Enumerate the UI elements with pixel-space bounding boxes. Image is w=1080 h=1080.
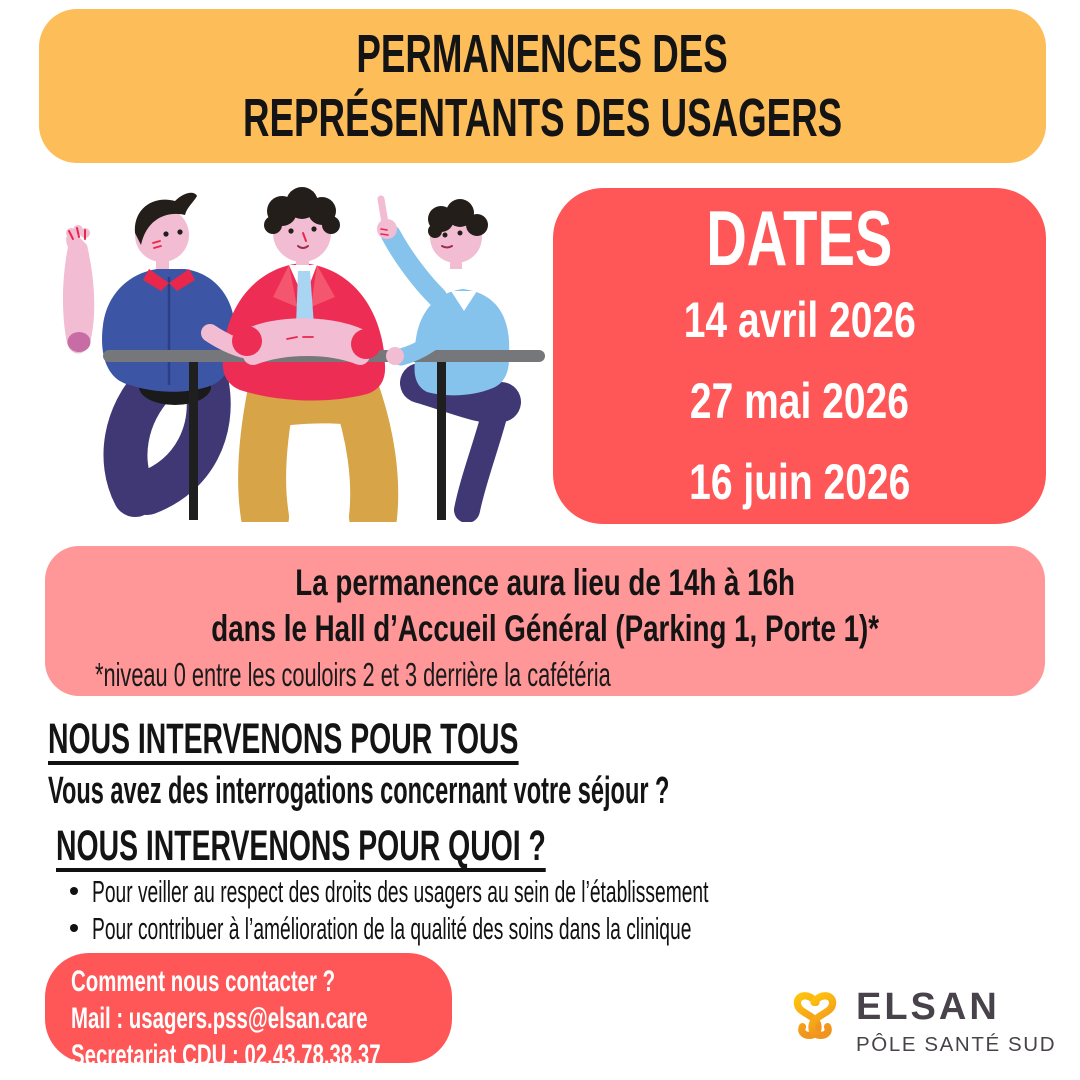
dates-title: DATES bbox=[706, 194, 893, 282]
page-title-line1: PERMANENCES DES bbox=[356, 24, 729, 84]
meeting-illustration bbox=[35, 185, 545, 522]
bullet-item bbox=[70, 874, 1080, 911]
dates-panel bbox=[553, 188, 1046, 524]
schedule-footnote: *niveau 0 entre les couloirs 2 et 3 derrière la cafétéria bbox=[95, 656, 611, 693]
bullet-icon bbox=[70, 887, 78, 895]
date-item: 16 juin 2026 bbox=[688, 454, 911, 510]
bullet-item bbox=[70, 911, 1080, 948]
contact-title: Comment nous contacter ? bbox=[71, 965, 336, 998]
title-banner bbox=[39, 9, 1046, 163]
section-heading-pour-tous: NOUS INTERVENONS POUR TOUS bbox=[48, 715, 519, 763]
section-question: Vous avez des interrogations concernant votre séjour ? bbox=[48, 770, 670, 812]
contact-mail: Mail : usagers.pss@elsan.care bbox=[71, 1002, 368, 1035]
bullet-icon bbox=[70, 924, 78, 932]
brand-name: ELSAN bbox=[856, 986, 1000, 1028]
elsan-logo bbox=[786, 984, 1066, 1070]
page-title-line2: REPRÉSENTANTS DES USAGERS bbox=[242, 88, 843, 148]
contact-phone: Secretariat CDU : 02.43.78.38.37 bbox=[71, 1039, 381, 1072]
date-item: 27 mai 2026 bbox=[689, 373, 910, 429]
schedule-panel bbox=[45, 546, 1045, 696]
bullet-label: Pour veiller au respect des droits des usagers au sein de l’établissement bbox=[92, 874, 709, 909]
brand-subtitle: PÔLE SANTÉ SUD bbox=[856, 1033, 1057, 1056]
elsan-knot-icon bbox=[786, 988, 844, 1046]
bullet-list bbox=[70, 874, 1080, 948]
schedule-time-line: La permanence aura lieu de 14h à 16h bbox=[295, 562, 795, 603]
bullet-label: Pour contribuer à l’amélioration de la qualité des soins dans la clinique bbox=[92, 911, 692, 946]
date-item: 14 avril 2026 bbox=[683, 292, 916, 348]
section-heading-pour-quoi: NOUS INTERVENONS POUR QUOI ? bbox=[56, 822, 546, 870]
contact-panel bbox=[45, 953, 452, 1072]
schedule-place-line: dans le Hall d’Accueil Général (Parking 1, Porte 1)* bbox=[211, 608, 879, 649]
